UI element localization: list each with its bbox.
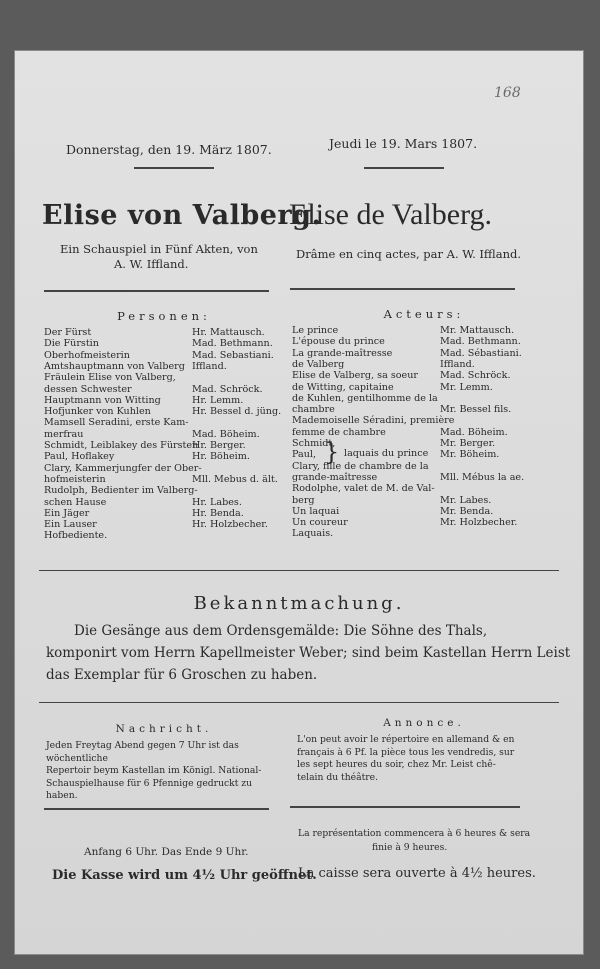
personen-role: schen Hause	[44, 496, 107, 508]
start-time-french-2: finie à 9 heures.	[372, 842, 448, 853]
annonce-text	[297, 734, 542, 784]
acteurs-actor: Mad. Schröck.	[440, 370, 511, 382]
acteurs-role: Elise de Valberg, sa soeur	[292, 370, 418, 382]
personen-role: Schmidt, Leiblakey des Fürsten	[44, 440, 199, 451]
box-office-french: La caisse sera ouverte à 4½ heures.	[298, 866, 536, 881]
personen-actor: Hr. Berger.	[192, 440, 246, 451]
nachricht-line: Schauspielhause für 6 Pfennige gedruckt zu	[46, 777, 253, 789]
start-time-french-1: La représentation commencera à 6 heures & sera	[298, 828, 531, 839]
personen-actor: Mll. Mebus d. ält.	[192, 473, 278, 485]
nachricht-line: Repertoir beym Kastellan im Königl. National-	[46, 765, 262, 776]
title-german: Elise von Valberg.	[42, 200, 322, 231]
personen-role: Hofjunker von Kuhlen	[44, 406, 151, 418]
personen-role: merfrau	[44, 428, 84, 440]
personen-role: Amtshauptmann von Valberg	[44, 360, 185, 372]
acteurs-role: Paul,	[292, 449, 317, 461]
nachricht-line: haben.	[46, 790, 78, 801]
divider	[290, 288, 515, 290]
personen-actor: Iffland.	[192, 360, 227, 372]
divider	[44, 808, 269, 810]
nachricht-line: Jeden Freytag Abend gegen 7 Uhr ist das wöchentliche	[46, 740, 239, 764]
acteurs-role: berg	[292, 494, 315, 506]
nachricht-text	[46, 740, 286, 803]
page-number: 168	[494, 85, 521, 101]
bekanntmachung-line-3: das Exemplar für 6 Groschen zu haben.	[46, 667, 318, 683]
divider	[44, 290, 269, 292]
personen-role: Paul, Hoflakey	[44, 451, 115, 463]
divider	[39, 702, 559, 703]
personen-role: Mamsell Seradini, erste Kam-	[44, 417, 189, 429]
personen-actor: Hr. Holzbecher.	[192, 519, 268, 531]
acteurs-actor: Mll. Mébus la ae.	[440, 471, 525, 483]
title-french: Elise de Valberg.	[289, 198, 493, 231]
divider	[290, 806, 520, 808]
acteurs-actor: Mr. Holzbecher.	[440, 517, 518, 529]
personen-role: Ein Lauser	[44, 519, 97, 531]
acteurs-actor: Mr. Mattausch.	[440, 325, 515, 336]
subtitle-french: Drâme en cinq actes, par A. W. Iffland.	[296, 247, 522, 261]
acteurs-role: de Kuhlen, gentilhomme de la	[292, 392, 438, 404]
personen-actor: Hr. Benda.	[192, 507, 244, 519]
personen-role: dessen Schwester	[44, 383, 132, 395]
annonce-line: français à 6 Pf. la pièce tous les vendredis, sur	[297, 746, 515, 758]
personen-role: Fräulein Elise von Valberg,	[44, 372, 176, 384]
annonce-line: les sept heures du soir, chez Mr. Leist chê-	[297, 759, 496, 770]
personen-role: Ein Jäger	[44, 507, 90, 519]
acteurs-actor: Mr. Bessel fils.	[440, 404, 512, 416]
personen-actor: Mad. Sebastiani.	[192, 349, 274, 361]
box-office-german: Die Kasse wird um 4½ Uhr geöffnet.	[52, 868, 317, 883]
acteurs-actor: Mr. Böheim.	[440, 449, 500, 461]
playbill-page	[14, 50, 584, 955]
divider	[39, 570, 559, 571]
personen-actor: Hr. Bessel d. jüng.	[192, 406, 282, 418]
acteurs-role: de Valberg	[292, 358, 345, 370]
brace: }	[324, 438, 340, 466]
acteurs-role: femme de chambre	[292, 426, 386, 438]
personen-actor: Hr. Lemm.	[192, 394, 244, 406]
acteurs-role: Le prince	[292, 325, 339, 336]
personen-actor: Mad. Schröck.	[192, 383, 263, 395]
personen-heading: Personen:	[117, 309, 211, 323]
divider	[364, 167, 444, 169]
acteurs-role: Schmidt,	[292, 438, 336, 449]
bekanntmachung-line-2: komponirt vom Herrn Kapellmeister Weber; sind beim Kastellan Herrn Leist	[46, 645, 571, 661]
personen-actor: Hr. Mattausch.	[192, 327, 265, 338]
acteurs-role: Clary, fille de chambre de la	[292, 460, 429, 472]
acteurs-role: Rodolphe, valet de M. de Val-	[292, 483, 435, 495]
personen-actor: Hr. Böheim.	[192, 451, 250, 463]
acteurs-role: Un laquai	[292, 505, 340, 517]
date-german: Donnerstag, den 19. März 1807.	[66, 142, 272, 157]
acteurs-actor: Mr. Benda.	[440, 505, 494, 517]
acteurs-actor: Mad. Bethmann.	[440, 336, 521, 348]
bekanntmachung-heading: Bekanntmachung.	[193, 593, 405, 614]
nachricht-heading: Nachricht.	[115, 723, 213, 735]
acteurs-actor: Mad. Böheim.	[440, 426, 508, 438]
subtitle-german-1: Ein Schauspiel in Fünf Akten, von	[60, 242, 258, 256]
personen-role: Hofbediente.	[44, 530, 108, 542]
divider	[134, 167, 214, 169]
acteurs-role: L'épouse du prince	[292, 336, 385, 348]
acteurs-role: La grande-maîtresse	[292, 347, 393, 359]
annonce-heading: Annonce.	[383, 717, 465, 729]
date-french: Jeudi le 19. Mars 1807.	[329, 136, 478, 151]
personen-role: hofmeisterin	[44, 473, 106, 485]
personen-role: Die Fürstin	[44, 338, 99, 350]
subtitle-german-2: A. W. Iffland.	[114, 257, 189, 271]
personen-actor: Mad. Böheim.	[192, 428, 260, 440]
acteurs-actor: Mr. Lemm.	[440, 381, 493, 393]
acteurs-actor: Iffland.	[440, 358, 475, 370]
acteurs-role: grande-maîtresse	[292, 471, 378, 483]
acteurs-actor: Mr. Labes.	[440, 494, 492, 506]
acteurs-actor: Mr. Berger.	[440, 438, 496, 449]
acteurs-role: Un coureur	[292, 517, 348, 529]
personen-role: Hauptmann von Witting	[44, 394, 161, 406]
personen-role: Der Fürst	[44, 327, 92, 338]
annonce-line: telain du théâtre.	[297, 771, 379, 783]
acteurs-actor: Mad. Sébastiani.	[440, 347, 522, 359]
acteurs-role: Laquais.	[292, 528, 334, 540]
bekanntmachung-line-1: Die Gesänge aus dem Ordensgemälde: Die Söhne des Thals,	[74, 623, 488, 639]
personen-role: Oberhofmeisterin	[44, 349, 130, 361]
acteurs-role: de Witting, capitaine	[292, 381, 394, 393]
laquais-du-prince: laquais du prince	[344, 448, 429, 459]
personen-role: Clary, Kammerjungfer der Ober-	[44, 462, 202, 474]
personen-actor: Hr. Labes.	[192, 496, 242, 508]
personen-actor: Mad. Bethmann.	[192, 338, 273, 350]
personen-role: Rudolph, Bedienter im Valberg-	[44, 485, 198, 497]
acteurs-heading: Acteurs:	[383, 307, 465, 321]
acteurs-role: Mademoiselle Séradini, première	[292, 415, 455, 427]
acteurs-role: chambre	[292, 404, 335, 416]
annonce-line: L'on peut avoir le répertoire en allemand & en	[297, 734, 515, 745]
start-time-german: Anfang 6 Uhr. Das Ende 9 Uhr.	[84, 846, 249, 858]
